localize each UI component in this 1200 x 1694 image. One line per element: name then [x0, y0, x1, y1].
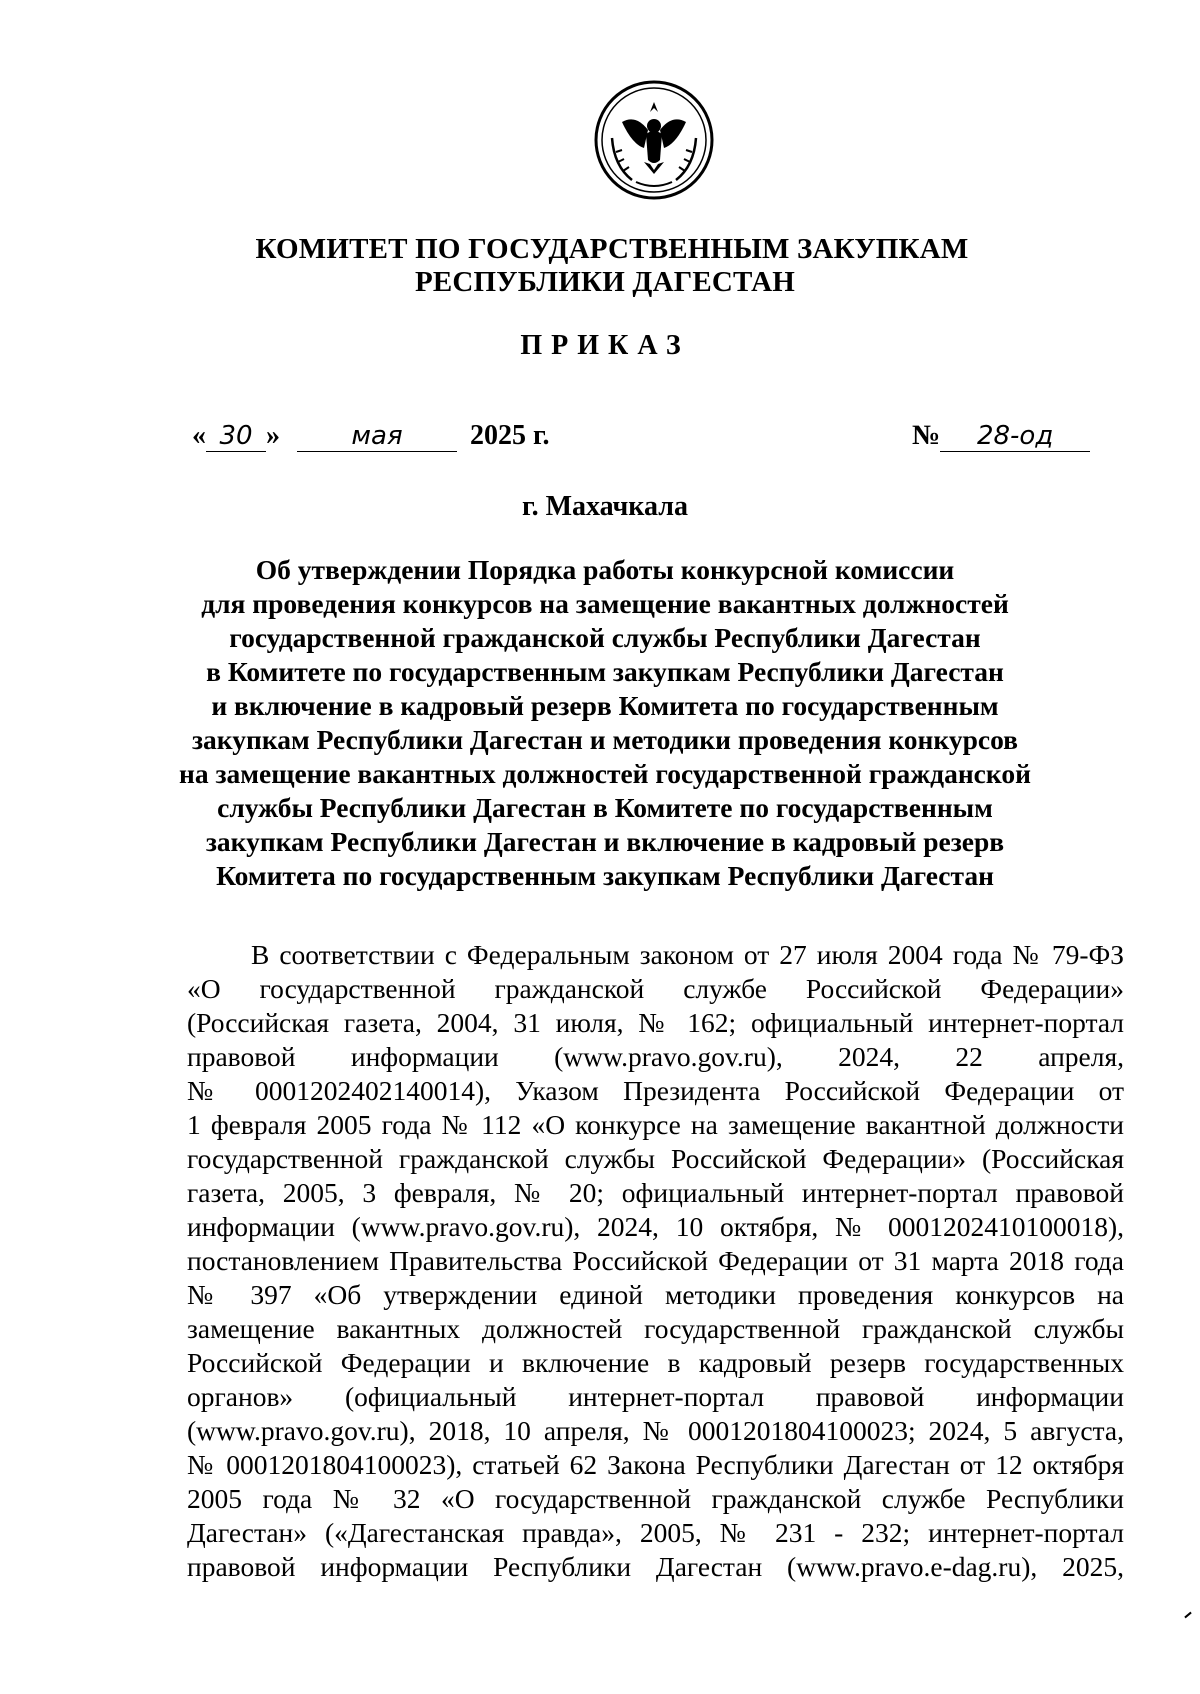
- subject-line: закупкам Республики Дагестан и включение в кадровый резерв: [205, 826, 1005, 857]
- organization-name-line1: КОМИТЕТ ПО ГОСУДАРСТВЕННЫМ ЗАКУПКАМ: [255, 233, 969, 265]
- subject-line: Об утверждении Порядка работы конкурсной комиссии: [255, 554, 955, 585]
- scan-artifact-mark: [1184, 1612, 1191, 1619]
- body-line: газета, 2005, 3 февраля, № 20; официальный интернет-портал правовой: [187, 1177, 1124, 1208]
- body-line: информации (www.pravo.gov.ru), 2024, 10 октября, № 0001202410100018),: [187, 1211, 1124, 1242]
- city-line: г. Махачкала: [522, 491, 688, 522]
- body-paragraph: [187, 938, 1124, 1584]
- date-month: мая: [297, 421, 457, 452]
- body-line: 2005 года № 32 «О государственной гражданской службе Республики: [187, 1483, 1124, 1514]
- body-line: № 0001202402140014), Указом Президента Российской Федерации от: [187, 1075, 1124, 1106]
- body-line: (Российская газета, 2004, 31 июля, № 162; официальный интернет-портал: [187, 1007, 1124, 1038]
- subject-line: службы Республики Дагестан в Комитете по государственным: [217, 792, 993, 823]
- body-line: правовой информации (www.pravo.gov.ru), 2024, 22 апреля,: [187, 1041, 1124, 1072]
- date-day: 30: [206, 421, 266, 452]
- subject-line: закупкам Республики Дагестан и методики проведения конкурсов: [191, 724, 1019, 755]
- order-date: [192, 420, 550, 452]
- subject-line: государственной гражданской службы Республики Дагестан: [229, 622, 981, 653]
- body-line: № 397 «Об утверждении единой методики проведения конкурсов на: [187, 1279, 1124, 1310]
- subject-line: для проведения конкурсов на замещение вакантных должностей: [201, 588, 1009, 619]
- body-line: В соответствии с Федеральным законом от 27 июля 2004 года № 79-ФЗ: [251, 939, 1124, 970]
- body-line: постановлением Правительства Российской Федерации от 31 марта 2018 года: [187, 1245, 1124, 1276]
- date-close-quote: »: [266, 420, 280, 451]
- body-line: органов» (официальный интернет-портал правовой информации: [187, 1381, 1124, 1412]
- order-number: [912, 420, 1090, 452]
- date-year: 2025 г.: [470, 420, 550, 451]
- body-line: 1 февраля 2005 года № 112 «О конкурсе на замещение вакантной должности: [187, 1109, 1124, 1140]
- subject-line: в Комитете по государственным закупкам Республики Дагестан: [206, 656, 1004, 687]
- order-subject: [150, 553, 1060, 893]
- body-line: правовой информации Республики Дагестан (www.pravo.e-dag.ru), 2025,: [187, 1551, 1124, 1582]
- number-value: 28-од: [940, 421, 1090, 452]
- body-line: № 0001201804100023), статьей 62 Закона Республики Дагестан от 12 октября: [187, 1449, 1124, 1480]
- subject-line: и включение в кадровый резерв Комитета по государственным: [211, 690, 999, 721]
- body-line: государственной гражданской службы Российской Федерации» (Российская: [187, 1143, 1124, 1174]
- organization-name-line2: РЕСПУБЛИКИ ДАГЕСТАН: [414, 266, 796, 298]
- coat-of-arms-emblem: [592, 78, 716, 202]
- body-line: замещение вакантных должностей государственной гражданской службы: [187, 1313, 1124, 1344]
- body-line: (www.pravo.gov.ru), 2018, 10 апреля, № 0001201804100023; 2024, 5 августа,: [187, 1415, 1124, 1446]
- body-line: Российской Федерации и включение в кадровый резерв государственных: [187, 1347, 1124, 1378]
- subject-line: на замещение вакантных должностей государственной гражданской: [179, 758, 1031, 789]
- document-type-title: ПРИКАЗ: [520, 330, 690, 361]
- body-line: Дагестан» («Дагестанская правда», 2005, № 231 - 232; интернет-портал: [187, 1517, 1124, 1548]
- subject-line: Комитета по государственным закупкам Республики Дагестан: [216, 860, 994, 891]
- body-line: «О государственной гражданской службе Российской Федерации»: [187, 973, 1124, 1004]
- date-open-quote: «: [192, 420, 206, 451]
- number-label: №: [912, 420, 941, 451]
